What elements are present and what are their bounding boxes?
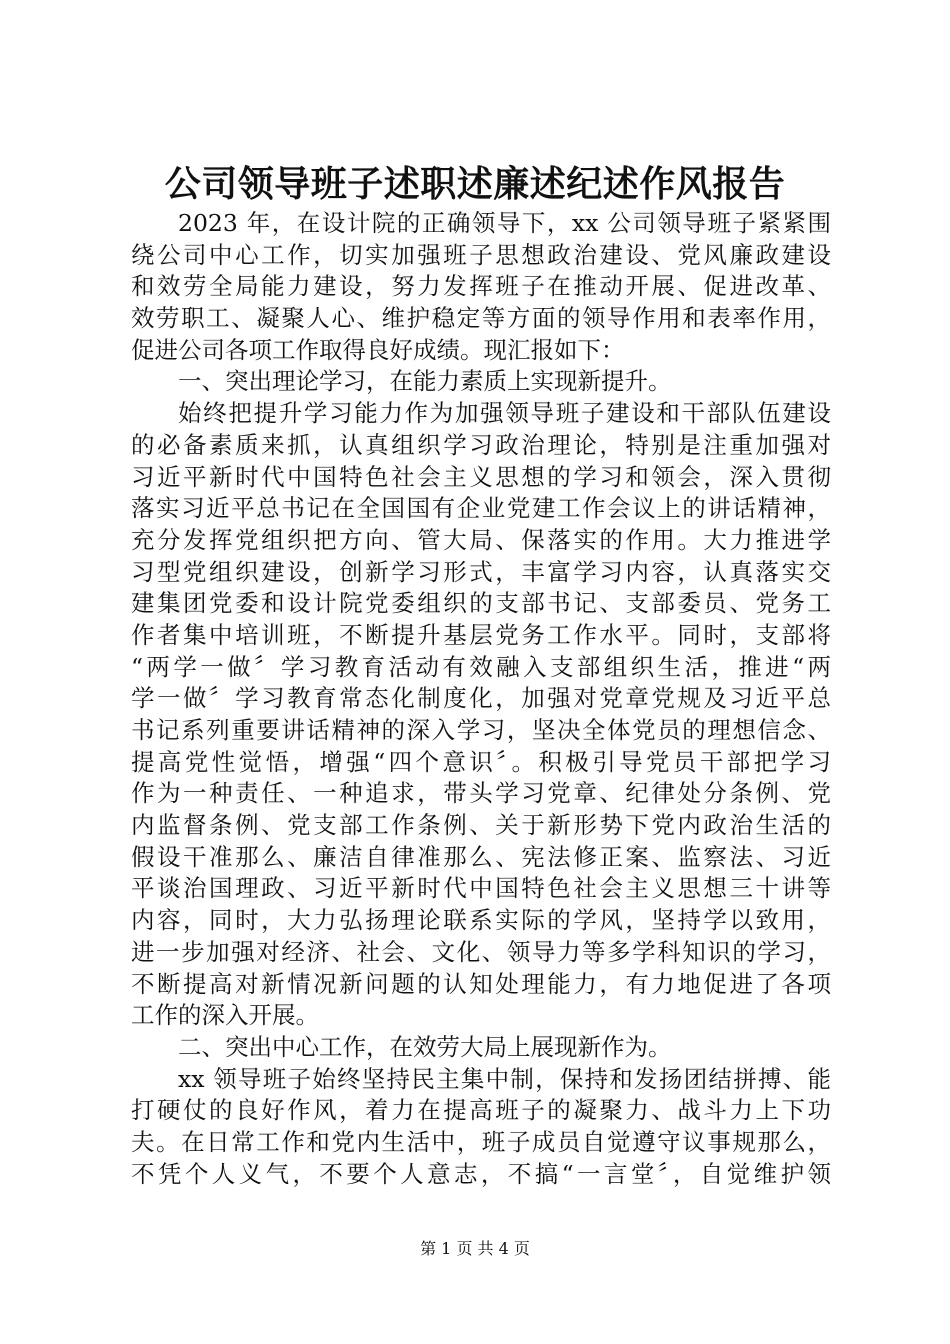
paragraph-line: 充分发挥党组织把方向、管大局、保落实的作用。大力推进学 [131, 525, 831, 554]
paragraph-line: 落实习近平总书记在全国国有企业党建工作会议上的讲话精神， [131, 494, 831, 523]
paragraph-line: 建集团党委和设计院党委组织的支部书记、支部委员、党务工 [131, 589, 831, 618]
paragraph-line: 习近平新时代中国特色社会主义思想的学习和领会，深入贯彻 [131, 462, 831, 491]
paragraph-line: 的必备素质来抓，认真组织学习政治理论，特别是注重加强对 [131, 430, 831, 459]
paragraph-line: 夫。在日常工作和党内生活中，班子成员自觉遵守议事规那么， [131, 1127, 831, 1156]
paragraph-line: 和效劳全局能力建设，努力发挥班子在推动开展、促进改革、 [131, 272, 831, 301]
paragraph-line: 始终把提升学习能力作为加强领导班子建设和干部队伍建设 [178, 399, 831, 428]
page-footer: 第 1 页 共 4 页 [420, 1239, 530, 1258]
paragraph-line: 绕公司中心工作，切实加强班子思想政治建设、党风廉政建设 [131, 240, 831, 269]
document-body [131, 208, 831, 1190]
paragraph-line: 内监督条例、党支部工作条例、关于新形势下党内政治生活的 [131, 811, 831, 840]
paragraph-line: 习型党组织建设，创新学习形式，丰富学习内容，认真落实交 [131, 557, 831, 586]
paragraph-line: 内容，同时，大力弘扬理论联系实际的学风，坚持学以致用， [131, 906, 831, 935]
paragraph-line: 打硬仗的良好作风，着力在提高班子的凝聚力、战斗力上下功 [131, 1096, 831, 1125]
paragraph-line: 假设干准那么、廉洁自律准那么、宪法修正案、监察法、习近 [131, 842, 831, 871]
paragraph-line: 学一做〞学习教育常态化制度化，加强对党章党规及习近平总 [131, 684, 831, 713]
paragraph-line: xx 领导班子始终坚持民主集中制，保持和发扬团结拼搏、能 [178, 1064, 831, 1093]
paragraph-line: 提高党性觉悟，增强“四个意识〞。积极引导党员干部把学习 [131, 747, 831, 776]
paragraph-line: “两学一做〞学习教育活动有效融入支部组织生活，推进“两 [131, 652, 831, 681]
paragraph-line: 不断提高对新情况新问题的认知处理能力，有力地促进了各项 [131, 969, 831, 998]
paragraph-line: 效劳职工、凝聚人心、维护稳定等方面的领导作用和表率作用， [131, 304, 831, 333]
document-title: 公司领导班子述职述廉述纪述作风报告 [164, 163, 786, 205]
paragraph-line: 2023 年，在设计院的正确领导下，xx 公司领导班子紧紧围 [178, 209, 831, 237]
paragraph-line: 工作的深入开展。 [131, 1001, 319, 1030]
paragraph-line: 进一步加强对经济、社会、文化、领导力等多学科知识的学习， [131, 937, 831, 966]
section-heading: 二、突出中心工作，在效劳大局上展现新作为。 [178, 1032, 672, 1061]
paragraph-line: 书记系列重要讲话精神的深入学习，坚决全体党员的理想信念、 [131, 716, 831, 744]
paragraph-line: 平谈治国理政、习近平新时代中国特色社会主义思想三十讲等 [131, 874, 831, 903]
paragraph-line: 促进公司各项工作取得良好成绩。现汇报如下： [131, 335, 625, 364]
paragraph-line: 不凭个人义气，不要个人意志，不搞“一言堂〞，自觉维护领 [131, 1159, 831, 1188]
paragraph-line: 作为一种责任、一种追求，带头学习党章、纪律处分条例、党 [131, 779, 831, 808]
section-heading: 一、突出理论学习，在能力素质上实现新提升。 [178, 367, 672, 396]
paragraph-line: 作者集中培训班，不断提升基层党务工作水平。同时，支部将 [131, 620, 831, 649]
